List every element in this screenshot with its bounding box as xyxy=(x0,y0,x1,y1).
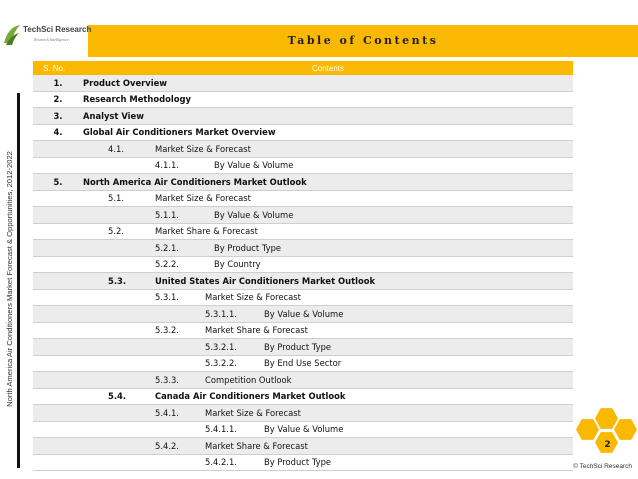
toc-row[interactable] xyxy=(33,174,573,191)
toc-title: Market Size & Forecast xyxy=(155,193,251,204)
toc-title: North America Air Conditioners Market Outlook xyxy=(83,174,573,191)
toc-number: 3. xyxy=(33,108,83,125)
toc-row[interactable] xyxy=(33,141,573,158)
toc-title: Canada Air Conditioners Market Outlook xyxy=(155,391,346,402)
toc-title: Market Share & Forecast xyxy=(205,325,308,336)
toc-row[interactable] xyxy=(33,289,573,306)
toc-number: 1. xyxy=(33,75,83,91)
toc-row[interactable] xyxy=(33,157,573,174)
toc-number: 5.3.2.1. xyxy=(205,341,237,352)
toc-number: 5.2.1. xyxy=(155,242,179,253)
toc-number: 5.1. xyxy=(108,193,124,204)
toc-row[interactable] xyxy=(33,372,573,389)
toc-row[interactable] xyxy=(33,421,573,438)
toc-table xyxy=(33,61,573,471)
toc-number: 5.1.1. xyxy=(155,209,179,220)
footer-copyright: © TechSci Research xyxy=(573,463,632,470)
toc-row[interactable] xyxy=(33,223,573,240)
toc-title: By Country xyxy=(214,259,261,270)
toc-title: Market Size & Forecast xyxy=(155,143,251,154)
toc-row[interactable] xyxy=(33,454,573,471)
toc-number: 5.3.1. xyxy=(155,292,179,303)
toc-row[interactable] xyxy=(33,355,573,372)
toc-number: 5.3.1.1. xyxy=(205,308,237,319)
toc-number: 5.4.1. xyxy=(155,407,179,418)
toc-number: 4.1.1. xyxy=(155,160,179,171)
toc-title: By Product Type xyxy=(264,457,332,468)
toc-row[interactable] xyxy=(33,207,573,224)
toc-title: By Value & Volume xyxy=(214,160,294,171)
logo-name: TechSci Research xyxy=(23,25,92,34)
toc-number: 5.3.2. xyxy=(155,325,179,336)
toc-number: 5.2. xyxy=(108,226,124,237)
toc-row[interactable] xyxy=(33,339,573,356)
toc-number: 5. xyxy=(33,174,83,191)
toc-number: 5.2.2. xyxy=(155,259,179,270)
toc-row[interactable] xyxy=(33,306,573,323)
company-logo xyxy=(2,22,92,48)
toc-title: By Value & Volume xyxy=(264,308,344,319)
toc-row[interactable] xyxy=(33,240,573,257)
toc-title: By Product Type xyxy=(264,341,332,352)
toc-title: By End Use Sector xyxy=(264,358,342,369)
col-sno-header: S. No. xyxy=(33,61,83,75)
toc-number: 4.1. xyxy=(108,143,124,154)
toc-title: By Product Type xyxy=(214,242,282,253)
toc-number: 4. xyxy=(33,124,83,141)
toc-number: 5.3.3. xyxy=(155,374,179,385)
toc-title: Product Overview xyxy=(83,75,573,91)
logo-icon xyxy=(2,23,22,47)
toc-row[interactable] xyxy=(33,108,573,125)
toc-row[interactable] xyxy=(33,405,573,422)
toc-number: 5.3. xyxy=(108,275,127,286)
report-title-vertical: North America Air Conditioners Market Forecast & Opportunities, 2012-2022 xyxy=(5,151,14,407)
toc-number: 2. xyxy=(33,91,83,108)
toc-row[interactable] xyxy=(33,75,573,91)
toc-title: Analyst View xyxy=(83,108,573,125)
col-contents-header: Contents xyxy=(83,61,573,75)
toc-title: Competition Outlook xyxy=(205,374,292,385)
sidebar-divider xyxy=(17,93,20,468)
toc-title: Market Share & Forecast xyxy=(205,440,308,451)
toc-number: 5.4.2.1. xyxy=(205,457,237,468)
toc-number: 5.3.2.2. xyxy=(205,358,237,369)
toc-title: Global Air Conditioners Market Overview xyxy=(83,124,573,141)
toc-row[interactable] xyxy=(33,91,573,108)
toc-row[interactable] xyxy=(33,438,573,455)
toc-title: By Value & Volume xyxy=(264,424,344,435)
toc-title: Market Share & Forecast xyxy=(155,226,258,237)
hexagon-decoration xyxy=(595,407,618,430)
toc-row[interactable] xyxy=(33,322,573,339)
toc-title: Market Size & Forecast xyxy=(205,292,301,303)
toc-title: Research Methodology xyxy=(83,91,573,108)
logo-tagline: Research Intelligence xyxy=(34,37,69,42)
page-number: 2 xyxy=(604,440,611,450)
toc-row[interactable] xyxy=(33,388,573,405)
toc-title: By Value & Volume xyxy=(214,209,294,220)
toc-row[interactable] xyxy=(33,256,573,273)
page-title: Table of Contents xyxy=(287,34,439,47)
toc-row[interactable] xyxy=(33,124,573,141)
toc-header-row xyxy=(33,61,573,75)
toc-number: 5.4.2. xyxy=(155,440,179,451)
toc-row[interactable] xyxy=(33,273,573,290)
toc-number: 5.4.1.1. xyxy=(205,424,237,435)
toc-row[interactable] xyxy=(33,190,573,207)
toc-title: Market Size & Forecast xyxy=(205,407,301,418)
toc-title: United States Air Conditioners Market Outlook xyxy=(155,275,376,286)
toc-number: 5.4. xyxy=(108,391,127,402)
